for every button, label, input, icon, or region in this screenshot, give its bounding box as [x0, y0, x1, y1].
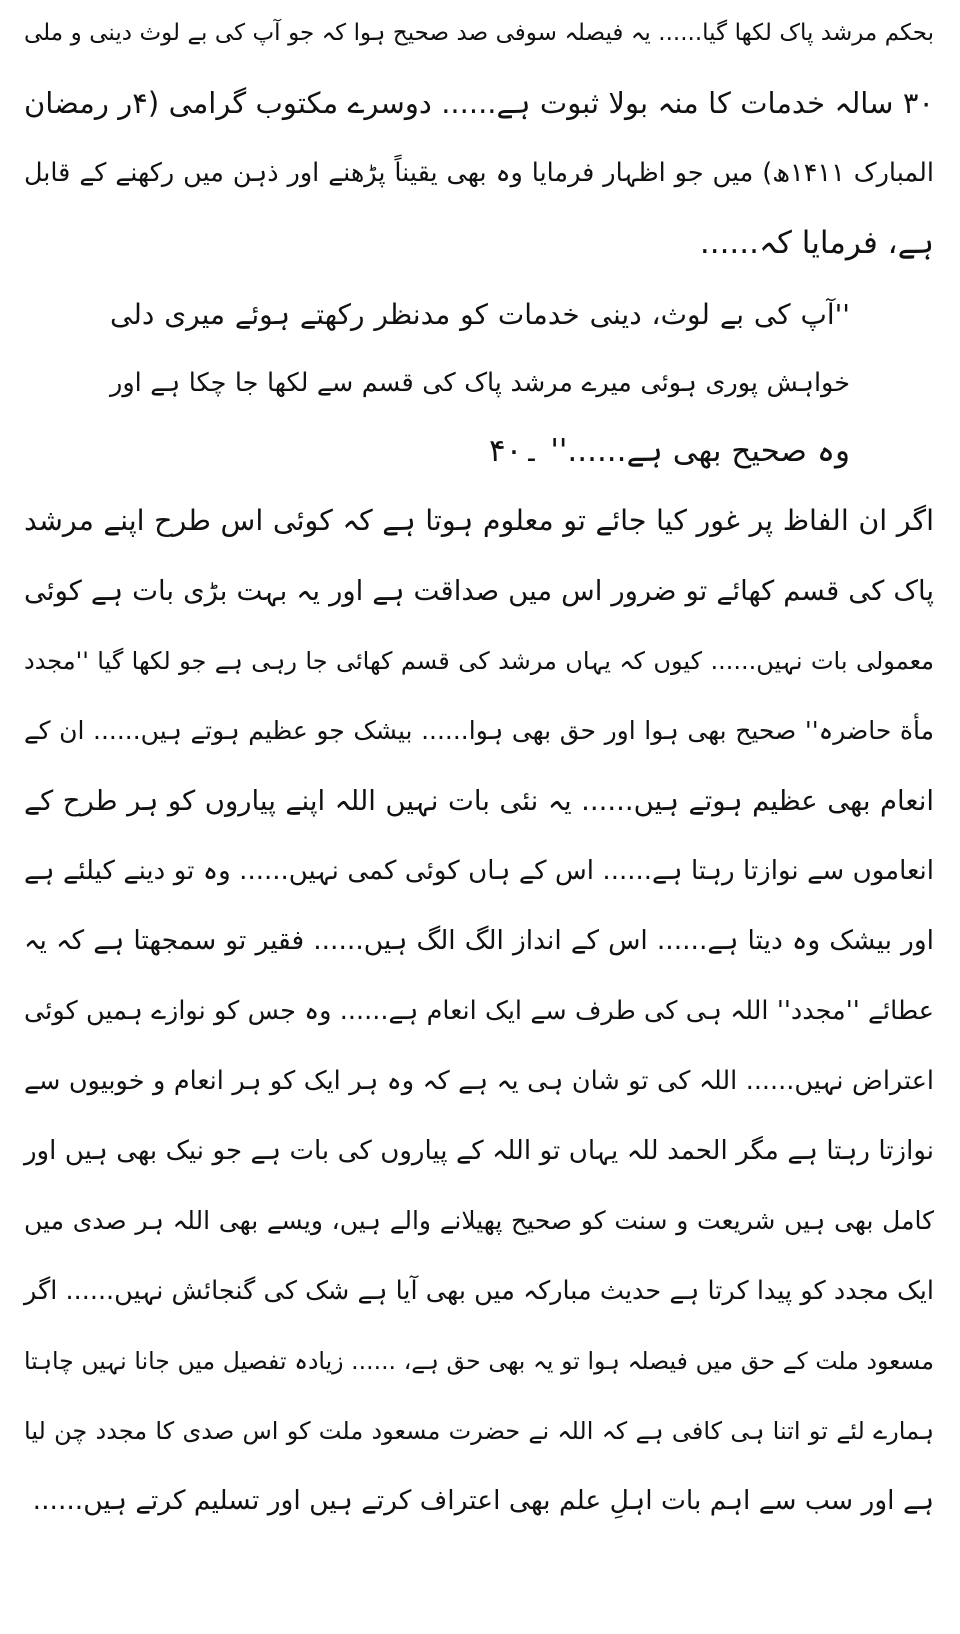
text-line-p2-11: کامل بھی ہیں شریعت و سنت کو صحیح پھیلانے والے ہیں، ویسے بھی اللہ ہر صدی میں — [24, 1206, 934, 1235]
text-line-p2-14: ہمارے لئے تو اتنا ہی کافی ہے کہ اللہ نے حضرت مسعود ملت کو اس صدی کا مجدد چن لیا — [24, 1417, 934, 1445]
text-line-p2-15: ہے اور سب سے اہم بات اہلِ علم بھی اعتراف کرتے ہیں اور تسلیم کرتے ہیں...... — [32, 1485, 934, 1516]
quote-line-2: خواہش پوری ہوئی میرے مرشد پاک کی قسم سے لکھا جا چکا ہے اور — [110, 368, 850, 398]
text-line-p2-5: انعام بھی عظیم ہوتے ہیں...... یہ نئی بات نہیں اللہ اپنے پیاروں کو ہر طرح کے — [24, 785, 934, 817]
text-line-p2-2: پاک کی قسم کھائے تو ضرور اس میں صداقت ہے اور یہ بہت بڑی بات ہے کوئی — [24, 575, 934, 607]
text-line-p1-1: بحکم مرشد پاک لکھا گیا...... یہ فیصلہ سوفی صد صحیح ہوا کہ جو آپ کی بے لوث دینی و ملی — [24, 20, 934, 46]
text-line-p2-10: نوازتا رہتا ہے مگر الحمد للہ یہاں تو اللہ کے پیاروں کی بات ہے جو نیک بھی ہیں اور — [24, 1136, 934, 1166]
text-line-p2-6: انعاموں سے نوازتا رہتا ہے...... اس کے ہاں کوئی کمی نہیں...... وہ تو دینے کیلئے ہے — [24, 856, 934, 886]
text-line-p2-9: اعتراض نہیں...... اللہ کی تو شان ہی یہ ہے کہ وہ ہر ایک کو ہر انعام و خوبیوں سے — [24, 1066, 934, 1096]
text-line-p2-3: معمولی بات نہیں...... کیوں کہ یہاں مرشد کی قسم کھائی جا رہی ہے جو لکھا گیا ''مجدد — [24, 647, 934, 675]
text-line-p2-4: مأة حاضرہ'' صحیح بھی ہوا اور حق بھی ہوا...... بیشک جو عظیم ہوتے ہیں...... ان کے — [24, 716, 934, 745]
text-line-p2-8: عطائے ''مجدد'' اللہ ہی کی طرف سے ایک انعام ہے...... وہ جس کو نوازے ہمیں کوئی — [24, 996, 934, 1026]
text-line-p2-7: اور بیشک وہ دیتا ہے...... اس کے انداز الگ الگ ہیں...... فقیر تو سمجھتا ہے کہ یہ — [24, 925, 934, 956]
quote-line-3: وہ صحیح بھی ہے......'' ۔۴۰ — [489, 433, 850, 469]
quote-line-1: ''آپ کی بے لوث، دینی خدمات کو مدنظر رکھتے ہوئے میری دلی — [110, 298, 850, 331]
text-line-p2-12: ایک مجدد کو پیدا کرتا ہے حدیث مبارکہ میں بھی آیا ہے شک کی گنجائش نہیں...... اگر — [24, 1276, 934, 1306]
text-line-p2-1: اگر ان الفاظ پر غور کیا جائے تو معلوم ہوتا ہے کہ کوئی اس طرح اپنے مرشد — [24, 504, 934, 537]
text-line-p1-3: المبارک ۱۴۱۱ھ) میں جو اظہار فرمایا وہ بھی یقیناً پڑھنے اور ذہن میں رکھنے کے قابل — [24, 158, 934, 188]
text-line-p1-4: ہے، فرمایا کہ...... — [699, 225, 934, 261]
text-line-p2-13: مسعود ملت کے حق میں فیصلہ ہوا تو یہ بھی حق ہے، ...... زیادہ تفصیل میں جانا نہیں چاہتا — [24, 1347, 934, 1375]
text-line-p1-2: ۳۰ سالہ خدمات کا منہ بولا ثبوت ہے...... دوسرے مکتوب گرامی (۴ر رمضان — [24, 86, 934, 120]
